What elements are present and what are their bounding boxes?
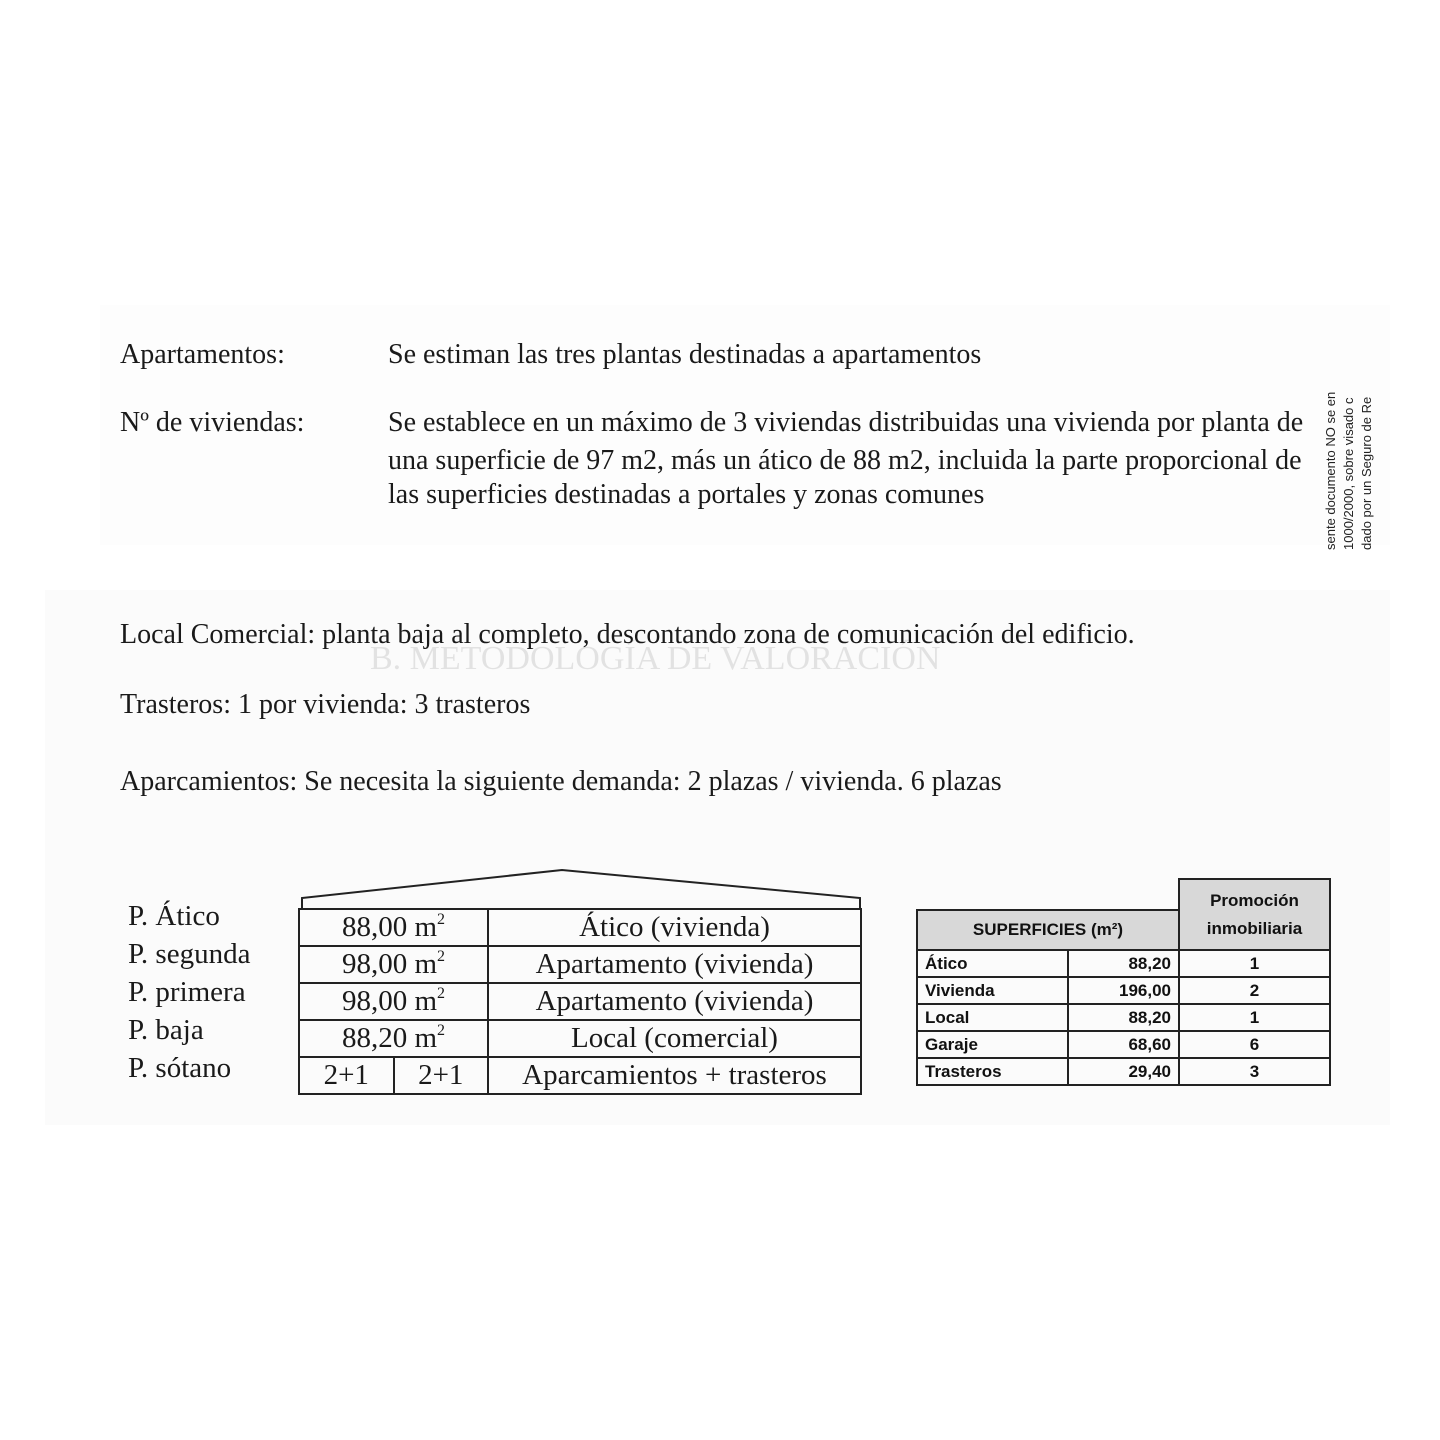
floor-area-cell: 98,00 $m^2$ xyxy=(299,946,488,983)
promocion-header xyxy=(1179,879,1330,950)
viviendas-line-2: una superficie de 97 m2, más un ático de 88 m2, incluida la parte proporcional de xyxy=(388,445,1302,476)
side-note-line-3: dado por un Seguro de Re xyxy=(1359,396,1374,550)
table-row xyxy=(299,983,861,1020)
floor-area-cell: 88,20 $m^2$ xyxy=(299,1020,488,1057)
apartamentos-text: Se estiman las tres plantas destinadas a apartamentos xyxy=(388,339,982,370)
table-row xyxy=(917,977,1330,1004)
header-spacer xyxy=(917,879,1179,910)
vertical-side-note xyxy=(1322,300,1374,550)
surface-name-cell: Ático xyxy=(917,950,1068,977)
floor-label-primera: P. primera xyxy=(128,976,246,1008)
promocion-header-line-2: inmobiliaria xyxy=(1206,918,1303,938)
promocion-header-line-1: Promoción xyxy=(1210,890,1299,910)
floor-use-cell: Local (comercial) xyxy=(488,1020,861,1057)
floor-label-sotano: P. sótano xyxy=(128,1052,232,1084)
floor-use-cell: Ático (vivienda) xyxy=(488,909,861,946)
surface-count-cell: 1 xyxy=(1179,950,1330,977)
surface-count-cell: 2 xyxy=(1179,977,1330,1004)
surface-count-cell: 3 xyxy=(1179,1058,1330,1085)
surface-name-cell: Local xyxy=(917,1004,1068,1031)
apartamentos-label: Apartamentos: xyxy=(120,339,285,370)
superficies-table xyxy=(916,878,1331,1086)
table-row xyxy=(299,1057,861,1094)
floor-area-cell: 88,00 $m^2$ xyxy=(299,909,488,946)
floor-use-cell: Apartamento (vivienda) xyxy=(488,946,861,983)
surface-name-cell: Vivienda xyxy=(917,977,1068,1004)
table-row xyxy=(299,909,861,946)
table-row xyxy=(917,1004,1330,1031)
surface-area-cell: 68,60 xyxy=(1068,1031,1179,1058)
floor-area-cell: 98,00 $m^2$ xyxy=(299,983,488,1020)
surface-area-cell: 88,20 xyxy=(1068,950,1179,977)
floor-label-baja: P. baja xyxy=(128,1014,204,1046)
viviendas-line-1: Se establece en un máximo de 3 viviendas distribuidas una vivienda por planta de xyxy=(388,407,1304,438)
floor-use-cell: Apartamento (vivienda) xyxy=(488,983,861,1020)
surface-area-cell: 88,20 xyxy=(1068,1004,1179,1031)
table-row xyxy=(917,1058,1330,1085)
parking-count-cell: 2+1 xyxy=(394,1057,489,1094)
table-row xyxy=(917,1031,1330,1058)
superficies-header: SUPERFICIES (m²) xyxy=(917,910,1179,950)
local-comercial-paragraph: Local Comercial: planta baja al completo, descontando zona de comunicación del edificio. xyxy=(120,619,1135,650)
building-roof-outline xyxy=(300,868,864,912)
floor-use-cell: Aparcamientos + trasteros xyxy=(488,1057,861,1094)
table-header-row xyxy=(917,879,1330,910)
building-section-table xyxy=(298,908,862,1095)
surface-count-cell: 6 xyxy=(1179,1031,1330,1058)
viviendas-label: Nº de viviendas: xyxy=(120,407,305,438)
floor-label-atico: P. Ático xyxy=(128,900,220,932)
show-through-text: B. METODOLOGÍA DE VALORACIÓN xyxy=(370,640,941,677)
table-row xyxy=(299,1020,861,1057)
side-note-line-2: 1000/2000, sobre visado c xyxy=(1341,397,1356,550)
surface-count-cell: 1 xyxy=(1179,1004,1330,1031)
parking-count-cell: 2+1 xyxy=(299,1057,394,1094)
floor-label-segunda: P. segunda xyxy=(128,938,251,970)
surface-area-cell: 196,00 xyxy=(1068,977,1179,1004)
surface-name-cell: Garaje xyxy=(917,1031,1068,1058)
side-note-line-1: sente documento NO se en xyxy=(1323,391,1338,550)
viviendas-line-3: las superficies destinadas a portales y zonas comunes xyxy=(388,479,985,510)
surface-name-cell: Trasteros xyxy=(917,1058,1068,1085)
table-row xyxy=(917,950,1330,977)
aparcamientos-paragraph: Aparcamientos: Se necesita la siguiente demanda: 2 plazas / vivienda. 6 plazas xyxy=(120,766,1002,797)
trasteros-paragraph: Trasteros: 1 por vivienda: 3 trasteros xyxy=(120,689,531,720)
surface-area-cell: 29,40 xyxy=(1068,1058,1179,1085)
table-row xyxy=(299,946,861,983)
